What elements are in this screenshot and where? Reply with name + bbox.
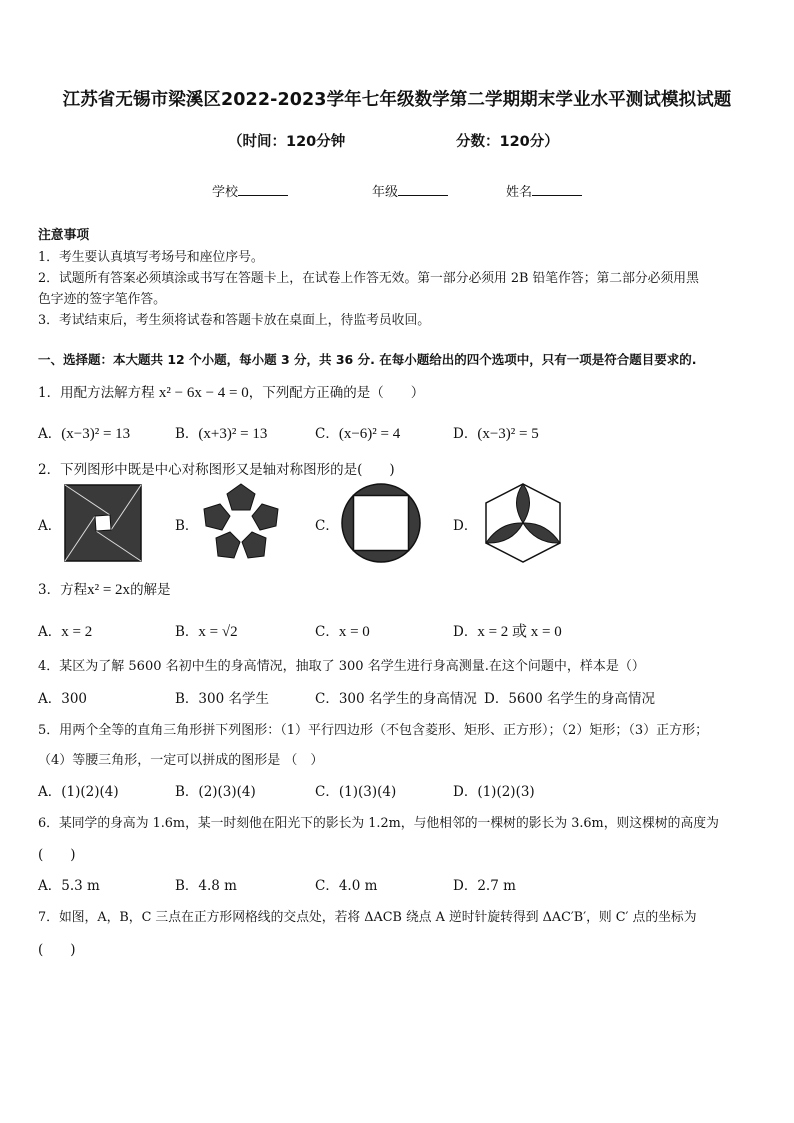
exam-time: （时间：120分钟: [228, 134, 346, 150]
option-label: C．: [315, 878, 339, 894]
name-label: 姓名: [506, 185, 533, 200]
question-6-line1: 6．某同学的身高为 1.6m，某一时刻他在阳光下的影长为 1.2m，与他相邻的一棵树的影长为 3.6m，则这棵树的高度为: [38, 816, 719, 831]
q6-option-b: [175, 874, 237, 894]
option-label: B．: [175, 691, 199, 707]
school-field: [212, 181, 288, 200]
notice-heading: 注意事项: [38, 228, 90, 243]
question-2-stem: 2．下列图形中既是中心对称图形又是轴对称图形的是( ): [38, 462, 395, 478]
q3-option-d: [453, 620, 562, 641]
pinwheel-square-figure: [64, 484, 142, 562]
circle-square-figure: [340, 482, 422, 564]
option-label: A．: [38, 624, 62, 640]
question-7-line1: 7．如图，A，B，C 三点在正方形网格线的交点处，若将 ΔACB 绕点 A 逆时针旋转得到 ΔAC′B′，则 C′ 点的坐标为: [38, 910, 697, 925]
option-label: B．: [175, 878, 199, 894]
option-text: x = √2: [198, 624, 238, 640]
option-label: C．: [315, 624, 339, 640]
q3-option-c: [315, 620, 370, 641]
option-text: x = 2 或 x = 0: [477, 624, 562, 640]
option-text: 5.3 m: [61, 878, 100, 894]
q6-option-c: [315, 874, 377, 894]
option-label: D．: [453, 784, 478, 800]
grade-field: [372, 181, 448, 200]
option-text: 300 名学生: [198, 691, 269, 707]
option-text: 300: [61, 691, 88, 707]
page-title: 江苏省无锡市梁溪区2022-2023学年七年级数学第二学期期末学业水平测试模拟试题: [62, 90, 732, 110]
q4-option-c: [315, 687, 477, 707]
option-text: 4.0 m: [338, 878, 378, 894]
option-text: (2)(3)(4): [198, 784, 256, 800]
question-4-stem: 4．某区为了解 5600 名初中生的身高情况，抽取了 300 名学生进行身高测量.在这个问题中，样本是（）: [38, 659, 645, 674]
notice-item: 3．考试结束后，考生须将试卷和答题卡放在桌面上，待监考员收回。: [38, 313, 431, 328]
option-label: C．: [315, 784, 339, 800]
question-3-stem: [38, 578, 171, 599]
option-label: A．: [38, 691, 62, 707]
q5-option-b: [175, 780, 256, 800]
question-7-line2: ( ): [38, 942, 76, 958]
q2-label-b: B．: [175, 518, 199, 534]
question-5-line2: （4）等腰三角形，一定可以拼成的图形是 （ ）: [38, 753, 324, 768]
q4-option-b: [175, 687, 269, 707]
option-label: D．: [453, 878, 478, 894]
option-label: B．: [175, 624, 199, 640]
name-blank: [532, 183, 582, 196]
hexagon-leaves-figure: [480, 482, 566, 564]
pentagon-ring-figure: [200, 482, 282, 562]
option-label: D．: [453, 624, 478, 640]
question-1-stem: [38, 381, 424, 402]
option-label: C．: [315, 426, 339, 442]
grade-blank: [398, 183, 448, 196]
option-text: (x+3)² = 13: [198, 426, 268, 442]
school-label: 学校: [212, 185, 239, 200]
option-text: x = 0: [338, 624, 370, 640]
q5-option-d: [453, 780, 535, 800]
option-text: (1)(3)(4): [338, 784, 397, 800]
section-heading: 一、选择题：本大题共 12 个小题，每小题 3 分，共 36 分. 在每小题给出的四个选项中，只有一项是符合题目要求的.: [38, 352, 697, 367]
q6-option-d: [453, 874, 516, 894]
q6-option-a: [38, 874, 100, 894]
q1-option-a: [38, 422, 130, 443]
notice-item: 2．试题所有答案必须填涂或书写在答题卡上，在试卷上作答无效。第一部分必须用 2B 铅笔作答；第二部分必须用黑: [38, 271, 699, 286]
q5-option-a: [38, 780, 119, 800]
grade-label: 年级: [372, 185, 399, 200]
option-label: A．: [38, 784, 62, 800]
q5-option-c: [315, 780, 396, 800]
option-text: (x−3)² = 13: [61, 426, 131, 442]
option-label: B．: [175, 426, 199, 442]
option-label: D．: [453, 426, 478, 442]
q3-stem-a: 3．方程: [38, 582, 88, 598]
q3-option-b: [175, 620, 238, 641]
exam-score: 分数：120分）: [456, 134, 559, 150]
q3-stem-b: 的解是: [130, 582, 171, 598]
notice-item: 色字迹的签字笔作答。: [38, 292, 166, 307]
option-text: (x−6)² = 4: [338, 426, 401, 442]
name-field: [506, 181, 582, 200]
q2-label-c: C．: [315, 518, 339, 534]
q1-option-d: [453, 422, 539, 443]
question-5-line1: 5．用两个全等的直角三角形拼下列图形：（1）平行四边形（不包含菱形、矩形、正方形）；（2）矩形；（3）正方形；: [38, 723, 709, 738]
option-text: (x−3)² = 5: [477, 426, 539, 442]
option-text: (1)(2)(3): [477, 784, 535, 800]
option-label: A．: [38, 878, 62, 894]
option-text: 4.8 m: [198, 878, 237, 894]
option-text: x = 2: [61, 624, 93, 640]
q1-option-c: [315, 422, 400, 443]
q4-option-d: [484, 687, 655, 707]
option-label: A．: [38, 426, 62, 442]
option-text: (1)(2)(4): [61, 784, 119, 800]
q1-stem-b: ，下列配方正确的是（ ）: [248, 385, 425, 401]
option-text: 2.7 m: [477, 878, 516, 894]
q1-option-b: [175, 422, 267, 443]
question-6-line2: ( ): [38, 847, 76, 863]
q3-equation: x² = 2x: [87, 582, 131, 598]
option-label: B．: [175, 784, 199, 800]
notice-item: 1．考生要认真填写考场号和座位序号。: [38, 250, 264, 265]
q1-equation: x² − 6x − 4 = 0: [158, 385, 249, 401]
option-label: C．: [315, 691, 339, 707]
q3-option-a: [38, 620, 92, 641]
q2-label-a: A．: [38, 518, 62, 534]
q2-label-d: D．: [453, 518, 478, 534]
option-text: 5600 名学生的身高情况: [508, 691, 655, 707]
school-blank: [238, 183, 288, 196]
q1-stem-a: 1．用配方法解方程: [38, 385, 155, 401]
option-label: D．: [484, 691, 509, 707]
q4-option-a: [38, 687, 87, 707]
option-text: 300 名学生的身高情况: [338, 691, 477, 707]
